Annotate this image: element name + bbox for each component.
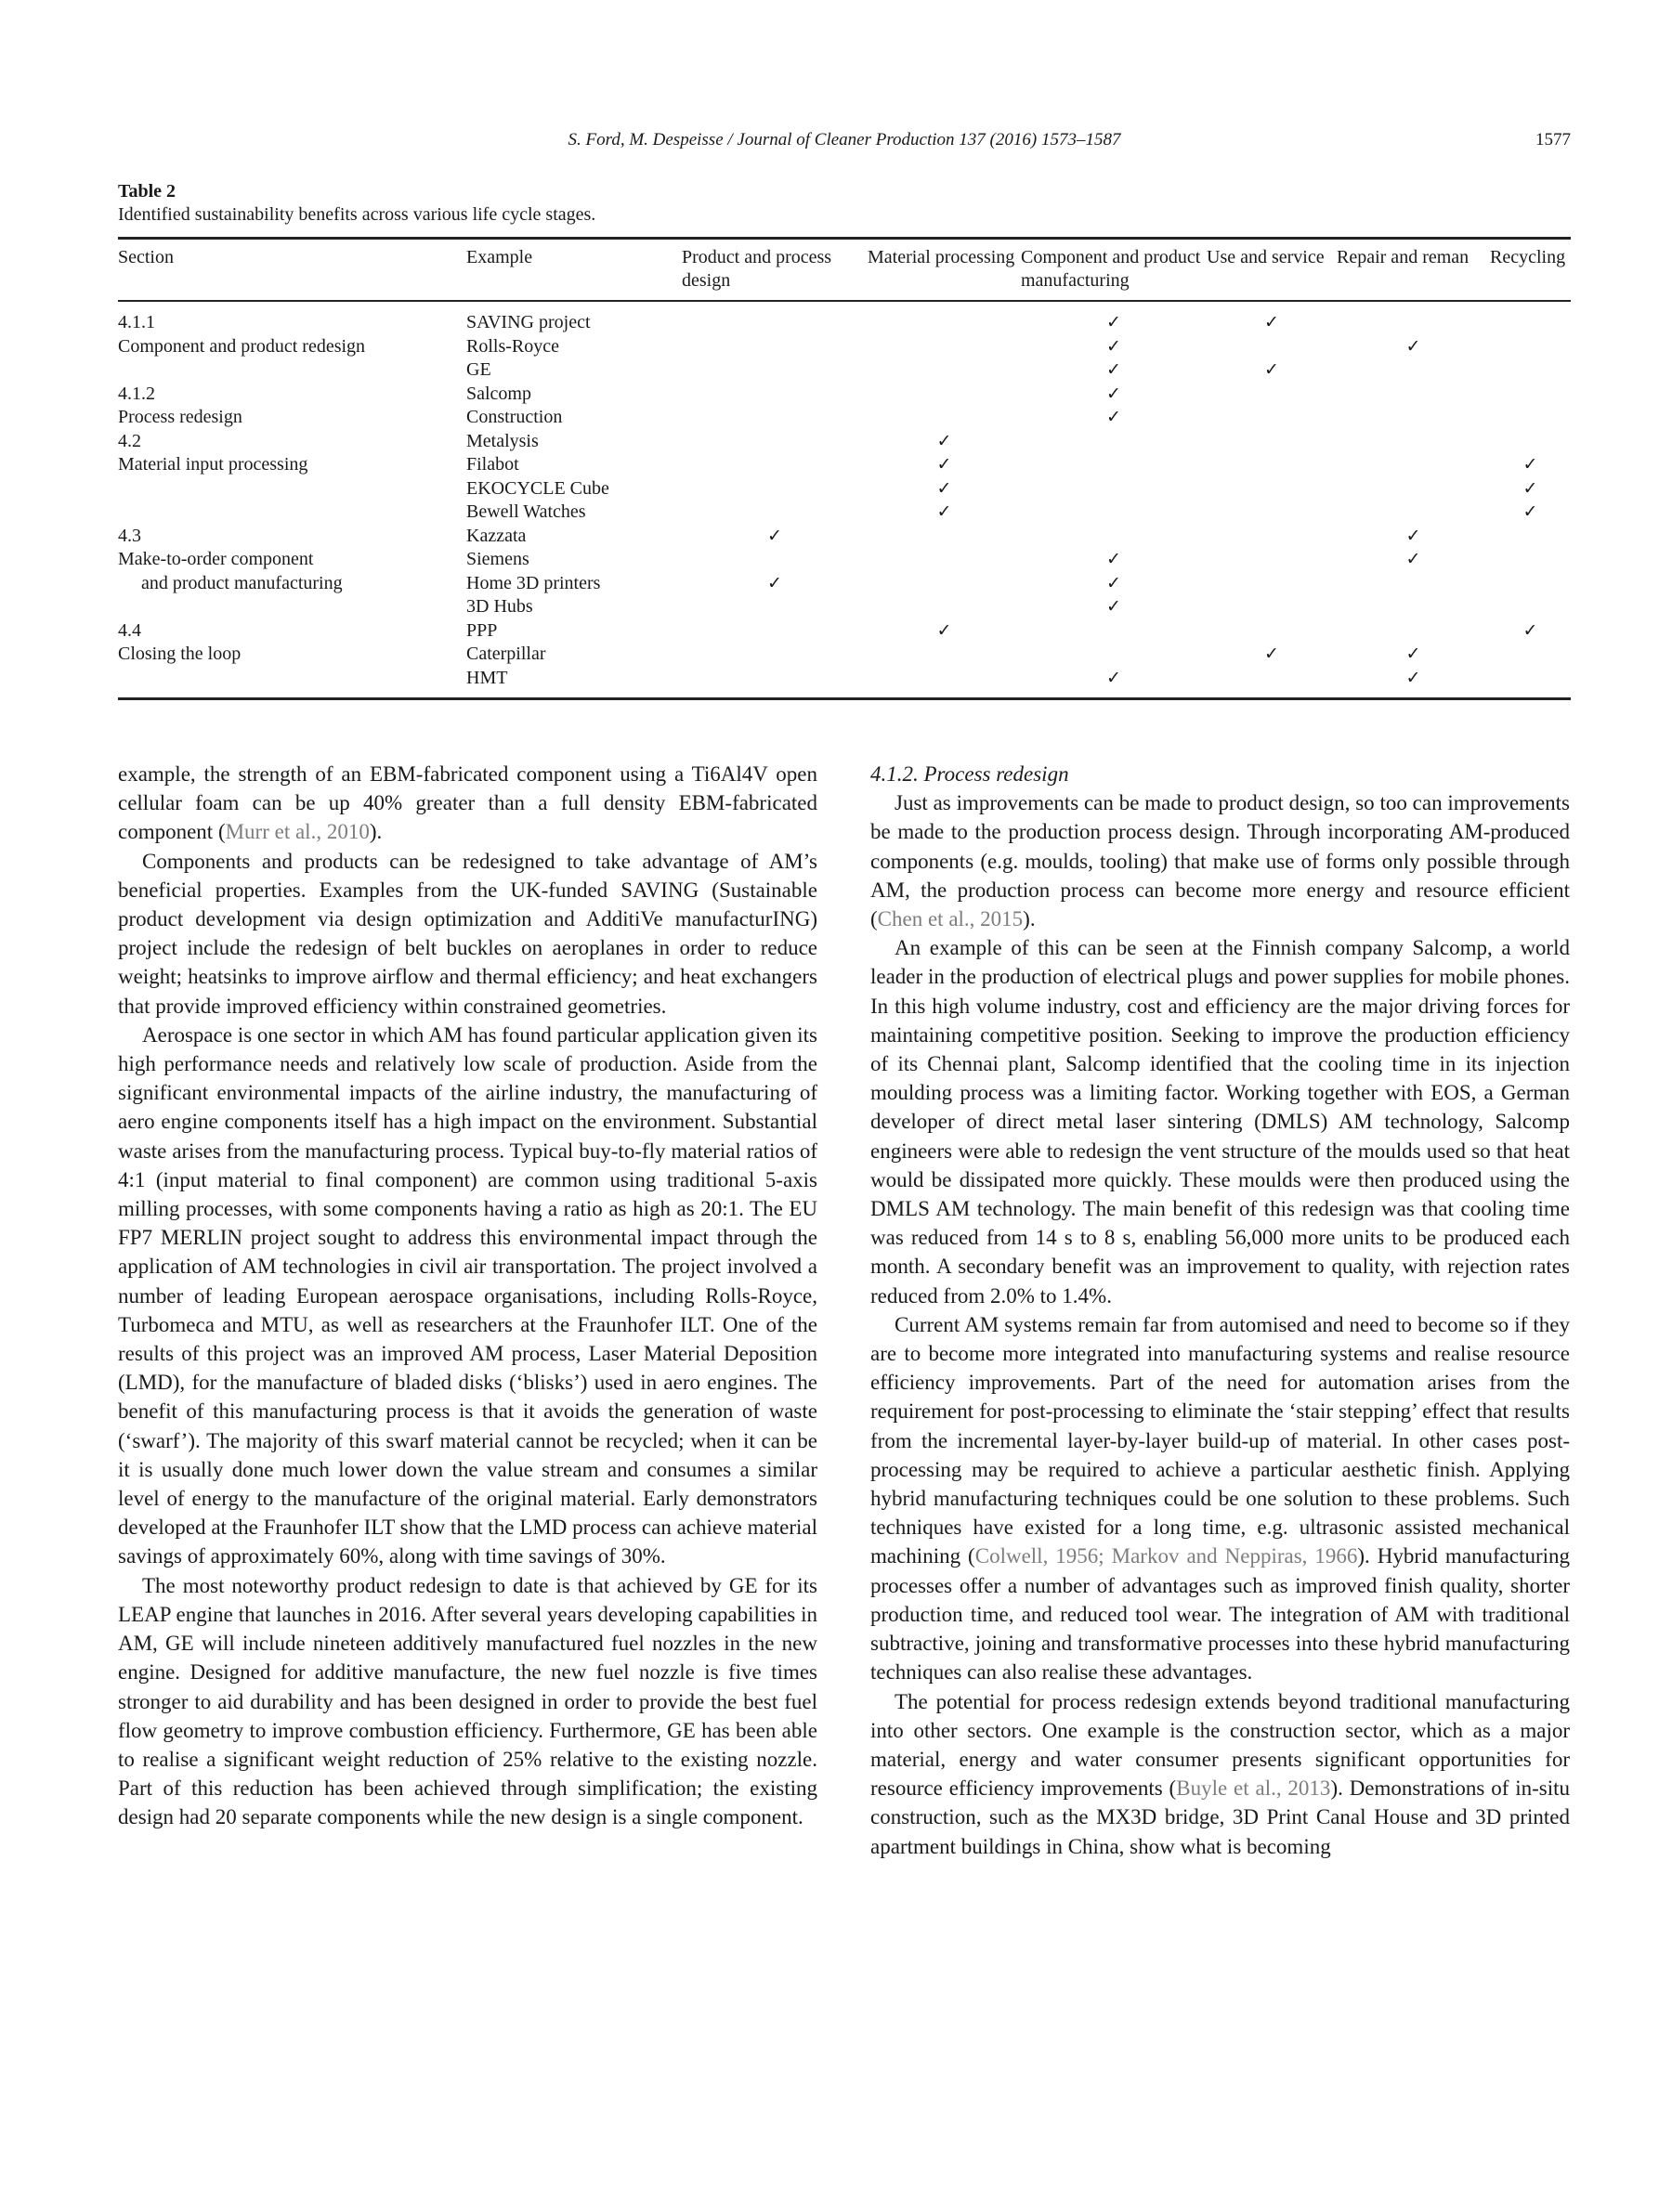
citation-link[interactable]: Chen et al., 2015 (877, 907, 1024, 931)
empty-cell (682, 430, 868, 454)
check-mark-icon: ✓ (1522, 501, 1538, 522)
col-header: Material processing (868, 247, 1015, 267)
empty-cell (868, 335, 1021, 359)
empty-cell (868, 301, 1021, 335)
table-row (118, 477, 1571, 501)
empty-cell (1490, 667, 1571, 699)
paragraph (870, 788, 1570, 933)
paragraph (870, 1687, 1570, 1861)
empty-cell (1490, 301, 1571, 335)
empty-cell (682, 595, 868, 619)
empty-cell (868, 595, 1021, 619)
running-header (118, 130, 1571, 158)
check-mark-icon: ✓ (1106, 383, 1121, 404)
empty-cell (1021, 430, 1207, 454)
paragraph: An example of this can be seen at the Finnish company Salcomp, a world leader in the production of electrical plugs and power supplies for mobile phones. In this high volume industry, cost and efficiency are the major driving forces for maintaining competitive position. Seeking to improve the production efficiency of its Chennai plant, Salcomp identified that the cooling time in its injection moulding process was a limiting factor. Working together with EOS, a German developer of direct metal laser sintering (DMLS) AM technology, Salcomp engineers were able to redesign the vent structure of the moulds used so that heat would be dissipated more quickly. These moulds were then produced using the DMLS AM technology. The main benefit of this redesign was that cooling time was reduced from 14 s to 8 s, enabling 56,000 more units to be produced each month. A secondary benefit was an improvement to quality, with rejection rates reduced from 2.0% to 1.4%. (870, 936, 1570, 1308)
table-row (118, 406, 1571, 430)
section-heading: 4.1.2. Process redesign (870, 762, 1069, 786)
empty-cell (1337, 406, 1490, 430)
table-header-row (118, 239, 1571, 302)
section-cell (118, 667, 466, 699)
check-mark-icon: ✓ (767, 572, 782, 593)
check-mark-icon: ✓ (1522, 619, 1538, 641)
paragraph: The most noteworthy product redesign to date is that achieved by GE for its LEAP engine that launches in 2016. After several years developing capabilities in AM, GE will include nineteen additively manufactured fuel nozzles in the new engine. Designed for additive manufacture, the new fuel nozzle is five times stronger to aid durability and has been designed in order to provide the best fuel flow geometry to improve combustion efficiency. Furthermore, GE has been able to realise a significant weight reduction of 25% relative to the existing nozzle. Part of this reduction has been achieved through simplification; the existing design had 20 separate components while the new design is a single component. (118, 1573, 817, 1829)
empty-cell (868, 406, 1021, 430)
empty-cell (1490, 595, 1571, 619)
empty-cell (868, 548, 1021, 572)
empty-cell (1207, 619, 1337, 644)
check-mark-icon: ✓ (1405, 549, 1421, 569)
right-column (870, 760, 1570, 1861)
empty-cell (1207, 335, 1337, 359)
empty-cell (1490, 406, 1571, 430)
empty-cell (682, 301, 868, 335)
check-mark-icon: ✓ (936, 430, 952, 451)
table-row (118, 430, 1571, 454)
table-row (118, 525, 1571, 549)
check-mark-icon: ✓ (1106, 335, 1121, 357)
empty-cell (682, 548, 868, 572)
empty-cell (1207, 595, 1337, 619)
paragraph-text: The potential for process redesign extends beyond traditional manufacturing into other sectors. One example is the construction sector, which as a major material, energy and water consumer presents significant opportunities for resource efficiency improvements ( (870, 1689, 1570, 1801)
paragraph-text: Current AM systems remain far from automised and need to become so if they are to become more integrated into manufacturing systems and realise resource efficiency improvements. Part of the need for automation arises from the requirement for post-processing to eliminate the ‘stair stepping’ effect that results from the incremental layer-by-layer build-up of material. In other cases post-processing may be required to achieve a particular aesthetic finish. Applying hybrid manufacturing techniques could be one solution to these problems. Such techniques have existed for a long time, e.g. ultrasonic assisted mechanical machining ( (870, 1312, 1570, 1568)
empty-cell (1021, 619, 1207, 644)
section-cell (118, 595, 466, 619)
empty-cell (682, 643, 868, 667)
citation-link[interactable]: Murr et al., 2010 (225, 820, 370, 844)
empty-cell (1490, 525, 1571, 549)
check-mark-icon: ✓ (1522, 477, 1538, 499)
check-mark-icon: ✓ (1264, 359, 1279, 380)
citation-link[interactable]: Colwell, 1956; Markov and Neppiras, 1966 (974, 1544, 1358, 1568)
left-column (118, 760, 817, 1832)
table-body (118, 301, 1571, 699)
section-cell: Closing the loop (118, 644, 242, 664)
col-header: Use and service (1207, 247, 1325, 267)
section-cell: Make-to-order component (118, 549, 314, 569)
empty-cell (682, 383, 868, 407)
table-row (118, 619, 1571, 644)
section-cell: 4.3 (118, 525, 141, 546)
section-cell: 4.2 (118, 430, 141, 451)
section-cell: 4.1.1 (118, 312, 155, 332)
paragraph-text: ). Demonstrations of in-situ construction, such as the MX3D bridge, 3D Print Canal House and 3D printed apartment buildings in China, show what is becoming (870, 1776, 1570, 1858)
check-mark-icon: ✓ (936, 477, 952, 499)
empty-cell (682, 335, 868, 359)
paragraph (118, 760, 817, 847)
empty-cell (1021, 477, 1207, 501)
empty-cell (868, 572, 1021, 596)
check-mark-icon: ✓ (936, 619, 952, 641)
empty-cell (1207, 453, 1337, 477)
section-cell (118, 501, 466, 525)
check-mark-icon: ✓ (1106, 359, 1121, 380)
col-header: Product and process design (682, 247, 832, 291)
paragraph-text: ). (369, 820, 383, 844)
running-title: S. Ford, M. Despeisse / Journal of Cleaner Production 137 (2016) 1573–1587 (568, 130, 1121, 150)
check-mark-icon: ✓ (1106, 312, 1121, 332)
example-cell: HMT (466, 667, 682, 699)
example-cell: 3D Hubs (466, 596, 533, 617)
empty-cell (1021, 501, 1207, 525)
empty-cell (682, 406, 868, 430)
check-mark-icon: ✓ (1264, 312, 1279, 332)
empty-cell (1490, 643, 1571, 667)
empty-cell (1490, 430, 1571, 454)
citation-link[interactable]: Buyle et al., 2013 (1176, 1776, 1331, 1801)
empty-cell (682, 453, 868, 477)
empty-cell (1337, 383, 1490, 407)
table-row (118, 301, 1571, 335)
empty-cell (1337, 501, 1490, 525)
check-mark-icon: ✓ (1106, 572, 1121, 593)
empty-cell (868, 525, 1021, 549)
page-number: 1577 (1535, 130, 1571, 150)
section-cell: 4.1.2 (118, 383, 155, 404)
example-cell: EKOCYCLE Cube (466, 477, 609, 499)
table-row (118, 548, 1571, 572)
paragraph: Aerospace is one sector in which AM has found particular application given its high performance needs and relatively low scale of production. Aside from the significant environmental impacts of the airline industry, the manufacturing of aero engine components itself has a high impact on the environment. Substantial waste arises from the manufacturing process. Typical buy-to-fly material ratios of 4:1 (input material to final component) are common using traditional 5-axis milling processes, with some components having a ratio as high as 20:1. The EU FP7 MERLIN project sought to address this environmental impact through the application of AM technologies in civil air transportation. The project involved a number of leading European aerospace organisations, including Rolls-Royce, Turbomeca and MTU, as well as researchers at the Fraunhofer ILT. One of the results of this project was an improved AM process, Laser Material Deposition (LMD), for the manufacture of bladed disks (‘blisks’) used in aero engines. The benefit of this manufacturing process is that it avoids the generation of waste (‘swarf’). The majority of this swarf material cannot be recycled; when it can be it is usually done much lower down the value stream and consumes a similar level of energy to the manufacture of the original material. Early demonstrators developed at the Fraunhofer ILT show that the LMD process can achieve material savings of approximately 60%, along with time savings of 30%. (118, 1022, 817, 1568)
col-header: Section (118, 247, 174, 267)
empty-cell (1207, 525, 1337, 549)
check-mark-icon: ✓ (1106, 549, 1121, 569)
empty-cell (1337, 301, 1490, 335)
empty-cell (1337, 358, 1490, 383)
empty-cell (682, 358, 868, 383)
empty-cell (1490, 358, 1571, 383)
example-cell: Kazzata (466, 525, 527, 546)
example-cell: Home 3D printers (466, 572, 601, 593)
table-row (118, 595, 1571, 619)
table-row (118, 383, 1571, 407)
empty-cell (682, 501, 868, 525)
col-header: Component and product manufacturing (1021, 247, 1201, 291)
example-cell: Caterpillar (466, 644, 546, 664)
benefits-table (118, 237, 1571, 700)
empty-cell (1207, 572, 1337, 596)
empty-cell (1490, 572, 1571, 596)
empty-cell (682, 619, 868, 644)
table-row (118, 453, 1571, 477)
check-mark-icon: ✓ (1264, 644, 1279, 664)
table-row (118, 335, 1571, 359)
check-mark-icon: ✓ (1021, 667, 1207, 699)
col-header: Repair and reman (1337, 247, 1470, 267)
table-caption-text: Identified sustainability benefits across various life cycle stages. (118, 204, 596, 225)
check-mark-icon: ✓ (1405, 525, 1421, 546)
empty-cell (682, 667, 868, 699)
check-mark-icon: ✓ (1106, 596, 1121, 617)
empty-cell (1207, 501, 1337, 525)
table-row (118, 643, 1571, 667)
section-cell: Component and product redesign (118, 335, 366, 357)
empty-cell (1021, 453, 1207, 477)
empty-cell (1490, 383, 1571, 407)
check-mark-icon: ✓ (936, 501, 952, 522)
section-cell (118, 477, 466, 501)
empty-cell (1207, 383, 1337, 407)
empty-cell (1021, 643, 1207, 667)
example-cell: Siemens (466, 549, 529, 569)
paragraph: Components and products can be redesigned to take advantage of AM’s beneficial properties. Examples from the UK-funded SAVING (Sustainable product development via design optimization and AdditiVe manufacturING) project include the redesign of belt buckles on aeroplanes in order to reduce weight; heatsinks to improve airflow and thermal efficiency; and heat exchangers that provide improved efficiency within constrained geometries. (118, 849, 817, 1018)
col-header: Recycling (1490, 247, 1566, 267)
empty-cell (868, 667, 1021, 699)
section-cell (118, 358, 466, 383)
table-row (118, 358, 1571, 383)
empty-cell (1207, 430, 1337, 454)
empty-cell (1490, 548, 1571, 572)
empty-cell (1337, 619, 1490, 644)
check-mark-icon: ✓ (1405, 335, 1421, 357)
empty-cell (1337, 453, 1490, 477)
empty-cell (1337, 572, 1490, 596)
example-cell: Filabot (466, 454, 519, 475)
check-mark-icon: ✓ (936, 454, 952, 475)
paragraph-text: Just as improvements can be made to product design, so too can improvements be made to the production process design. Through incorporating AM-produced components (e.g. moulds, tooling) that make use of forms only possible through AM, the production process can become more energy and resource efficient ( (870, 791, 1570, 931)
check-mark-icon: ✓ (767, 525, 782, 546)
check-mark-icon: ✓ (1337, 667, 1490, 699)
empty-cell (1207, 477, 1337, 501)
check-mark-icon: ✓ (1405, 644, 1421, 664)
section-cell: 4.4 (118, 619, 141, 641)
example-cell: Construction (466, 407, 563, 427)
empty-cell (1337, 595, 1490, 619)
example-cell: Rolls-Royce (466, 335, 559, 357)
paragraph (870, 1310, 1570, 1687)
section-cell: Material input processing (118, 454, 308, 475)
example-cell: SAVING project (466, 312, 591, 332)
example-cell: PPP (466, 619, 498, 641)
paragraph-text: ). (1023, 907, 1036, 931)
table-row (118, 501, 1571, 525)
empty-cell (1207, 548, 1337, 572)
empty-cell (1021, 525, 1207, 549)
section-cell: and product manufacturing (141, 572, 343, 593)
paragraph-text: ). Hybrid manufacturing processes offer a number of advantages such as improved finish quality, shorter production time, and reduced tool wear. The integration of AM with traditional subtractive, joining and transformative processes into these hybrid manufacturing techniques can also realise these advantages. (870, 1544, 1571, 1685)
table-row (118, 667, 1571, 699)
empty-cell (868, 358, 1021, 383)
empty-cell (868, 643, 1021, 667)
example-cell: Bewell Watches (466, 501, 586, 522)
paragraph-text: example, the strength of an EBM-fabricated component using a Ti6Al4V open cellular foam can be up 40% greater than a full density EBM-fabricated component ( (118, 762, 817, 844)
example-cell: Salcomp (466, 383, 531, 404)
empty-cell (1337, 430, 1490, 454)
table-row (118, 572, 1571, 596)
check-mark-icon: ✓ (1106, 407, 1121, 427)
empty-cell (682, 477, 868, 501)
empty-cell (1207, 667, 1337, 699)
example-cell: Metalysis (466, 430, 539, 451)
section-cell: Process redesign (118, 407, 242, 427)
empty-cell (868, 383, 1021, 407)
col-header: Example (466, 247, 533, 267)
example-cell: GE (466, 359, 491, 380)
table-caption (118, 180, 595, 227)
table-label: Table 2 (118, 181, 176, 202)
check-mark-icon: ✓ (1522, 454, 1538, 475)
empty-cell (1337, 477, 1490, 501)
empty-cell (1207, 406, 1337, 430)
empty-cell (1490, 335, 1571, 359)
